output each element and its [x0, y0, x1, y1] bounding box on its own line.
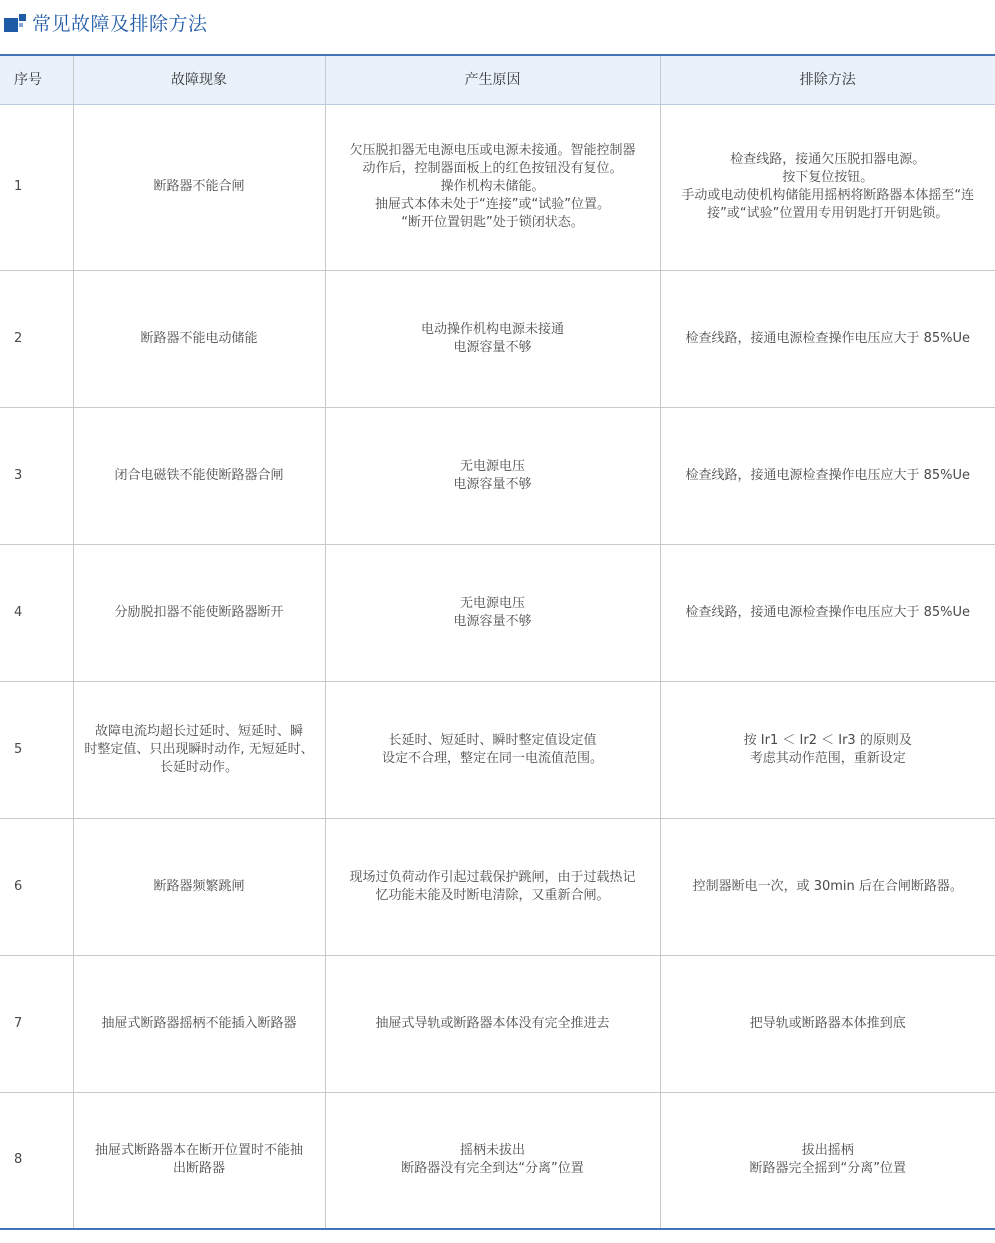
cell-remedy: [660, 955, 995, 1092]
cell-no: 7: [0, 955, 73, 1092]
table-row: [0, 818, 995, 955]
cell-no: 3: [0, 407, 73, 544]
cell-no: 2: [0, 270, 73, 407]
cell-cause-line: 欠压脱扣器无电源电压或电源未接通。智能控制器: [349, 143, 636, 158]
cell-symptom-line: 分励脱扣器不能使断路器断开: [114, 604, 284, 620]
cell-symptom-line: 出断路器: [172, 1161, 225, 1177]
cell-remedy-line: 检查线路，接通电源检查操作电压应大于 85%Ue: [685, 604, 971, 620]
cell-cause: [325, 1092, 660, 1229]
cell-cause-line: 电动操作机构电源未接通: [420, 321, 564, 337]
table-row: [0, 1092, 995, 1229]
cell-cause-line: 长延时、短延时、瞬时整定值设定值: [388, 732, 597, 748]
table-row: [0, 681, 995, 818]
cell-remedy: [660, 104, 995, 270]
cell-no: 8: [0, 1092, 73, 1229]
cell-remedy: [660, 1092, 995, 1229]
cell-remedy-line: 断路器完全摇到“分离”位置: [749, 1161, 906, 1177]
cell-cause-line: 电源容量不够: [453, 476, 532, 492]
header-no: 序号: [0, 55, 73, 104]
cell-cause-line: 抽屉式本体未处于“连接”或“试验”位置。: [375, 197, 610, 212]
cell-cause: [325, 681, 660, 818]
cell-cause: [325, 407, 660, 544]
fault-table-container: [0, 54, 995, 1230]
cell-cause: [325, 955, 660, 1092]
cell-symptom-line: 抽屉式断路器摇柄不能插入断路器: [101, 1015, 297, 1031]
section-header: [0, 0, 995, 44]
cell-remedy-line: 拔出摇柄: [801, 1143, 854, 1159]
cell-symptom-line: 抽屉式断路器本在断开位置时不能抽: [94, 1143, 303, 1159]
cell-cause-line: 无电源电压: [459, 595, 525, 611]
cell-no: 1: [0, 104, 73, 270]
cell-remedy-line: 检查线路，接通欠压脱扣器电源。: [730, 152, 926, 167]
table-row: [0, 270, 995, 407]
fault-table: [0, 54, 995, 1230]
cell-remedy-line: 考虑其动作范围，重新设定: [749, 750, 906, 766]
cell-no: 5: [0, 681, 73, 818]
cell-remedy-line: 把导轨或断路器本体推到底: [749, 1015, 906, 1031]
cell-cause-line: 现场过负荷动作引起过载保护跳闸，由于过载热记: [349, 869, 636, 885]
table-row: [0, 955, 995, 1092]
cell-no: 4: [0, 544, 73, 681]
cell-symptom-line: 时整定值、只出现瞬时动作, 无短延时、: [84, 741, 314, 757]
cell-cause-line: 忆功能未能及时断电清除，又重新合闸。: [375, 887, 610, 903]
cell-symptom: [73, 544, 325, 681]
cell-cause-line: 动作后，控制器面板上的红色按钮没有复位。: [362, 161, 623, 176]
cell-remedy-line: 检查线路，接通电源检查操作电压应大于 85%Ue: [685, 330, 971, 346]
cell-cause: [325, 104, 660, 270]
cell-cause-line: 设定不合理，整定在同一电流值范围。: [381, 750, 603, 766]
table-row: [0, 407, 995, 544]
cell-symptom-line: 断路器不能合闸: [153, 179, 245, 194]
cell-remedy-line: 手动或电动使机构储能用摇柄将断路器本体摇至“连: [681, 188, 975, 203]
cell-remedy: [660, 544, 995, 681]
cell-symptom-line: 故障电流均超长过延时、短延时、瞬: [94, 723, 303, 739]
header-cause: 产生原因: [325, 55, 660, 104]
cell-cause: [325, 818, 660, 955]
section-title: 常见故障及排除方法: [32, 13, 208, 35]
cell-cause-line: 抽屉式导轨或断路器本体没有完全推进去: [375, 1015, 610, 1031]
blue-squares-icon: [4, 10, 26, 32]
cell-cause: [325, 544, 660, 681]
cell-symptom: [73, 1092, 325, 1229]
cell-remedy-line: 接”或“试验”位置用专用钥匙打开钥匙锁。: [707, 206, 949, 221]
cell-remedy: [660, 270, 995, 407]
cell-cause-line: 电源容量不够: [453, 339, 532, 355]
cell-cause-line: 电源容量不够: [453, 613, 532, 629]
cell-remedy: [660, 407, 995, 544]
cell-symptom: [73, 818, 325, 955]
table-row: [0, 104, 995, 270]
cell-symptom-line: 断路器频繁跳闸: [153, 878, 245, 894]
cell-cause-line: “断开位置钥匙”处于锁闭状态。: [401, 215, 584, 230]
cell-remedy-line: 控制器断电一次，或 30min 后在合闸断路器。: [692, 878, 963, 894]
header-remedy: 排除方法: [660, 55, 995, 104]
cell-cause-line: 无电源电压: [459, 458, 525, 474]
cell-symptom-line: 长延时动作。: [159, 759, 238, 775]
cell-cause-line: 摇柄未拔出: [459, 1143, 525, 1159]
cell-symptom-line: 闭合电磁铁不能使断路器合闸: [114, 467, 284, 483]
cell-remedy-line: 按下复位按钮。: [782, 170, 874, 185]
cell-cause: [325, 270, 660, 407]
table-row: [0, 544, 995, 681]
cell-symptom: [73, 955, 325, 1092]
cell-remedy-line: 检查线路，接通电源检查操作电压应大于 85%Ue: [685, 467, 971, 483]
cell-cause-line: 断路器没有完全到达“分离”位置: [401, 1161, 584, 1177]
cell-symptom: [73, 407, 325, 544]
cell-symptom: [73, 104, 325, 270]
cell-symptom: [73, 681, 325, 818]
table-header-row: [0, 55, 995, 104]
cell-symptom: [73, 270, 325, 407]
cell-remedy: [660, 681, 995, 818]
cell-cause-line: 操作机构未储能。: [440, 179, 545, 194]
cell-no: 6: [0, 818, 73, 955]
cell-remedy-line: 按 Ir1 ＜ Ir2 ＜ Ir3 的原则及: [743, 732, 912, 748]
header-symptom: 故障现象: [73, 55, 325, 104]
cell-symptom-line: 断路器不能电动储能: [140, 330, 258, 346]
cell-remedy: [660, 818, 995, 955]
